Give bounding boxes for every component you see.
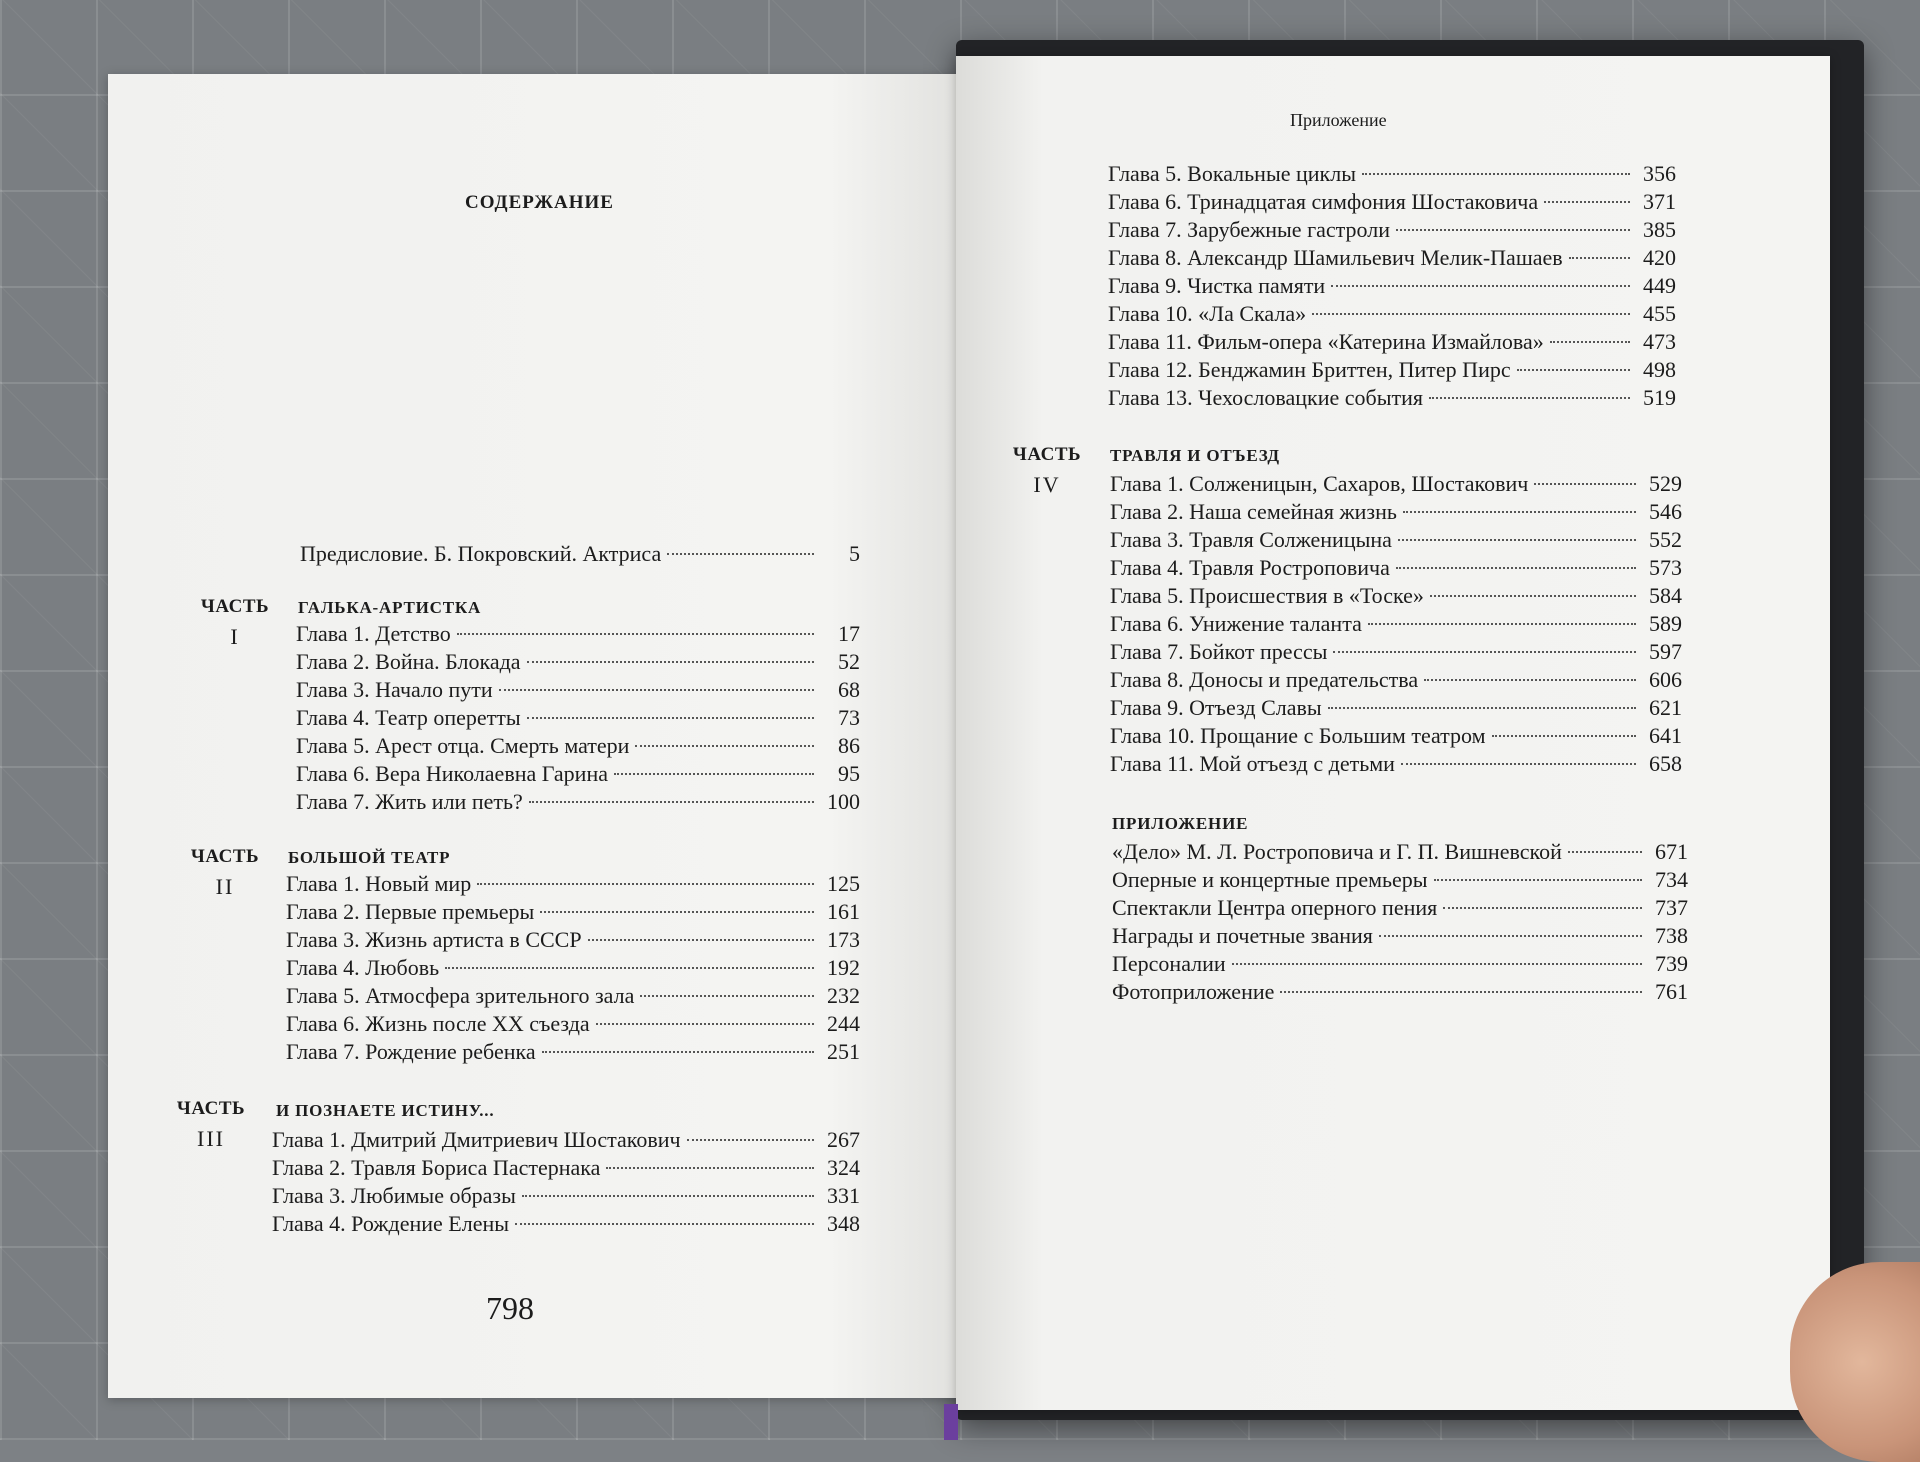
toc-entry[interactable] (296, 760, 860, 788)
entry-page: 17 (838, 621, 860, 646)
entry-page: 52 (838, 649, 860, 674)
toc-entry[interactable] (1110, 694, 1682, 722)
entry-page: 584 (1649, 583, 1682, 608)
part-number: IV (1033, 472, 1061, 497)
dot-leader (1534, 483, 1636, 485)
entry-page: 473 (1643, 329, 1676, 354)
entry-title: Глава 10. Прощание с Большим театром (1110, 723, 1486, 748)
entry-page: 371 (1643, 189, 1676, 214)
entry-page: 606 (1649, 667, 1682, 692)
entry-page: 734 (1655, 867, 1688, 892)
toc-entry[interactable] (286, 898, 860, 926)
toc-entry[interactable] (1108, 328, 1676, 356)
dot-leader (1333, 651, 1636, 653)
toc-entry[interactable] (272, 1154, 860, 1182)
entry-title: Глава 7. Жить или петь? (296, 789, 523, 814)
toc-entry[interactable] (1110, 470, 1682, 498)
part-label-1: ЧАСТЬ I (190, 596, 280, 650)
dot-leader (1280, 991, 1642, 993)
dot-leader (596, 1023, 814, 1025)
entry-title: Глава 7. Зарубежные гастроли (1108, 217, 1390, 242)
part-number: I (230, 624, 240, 649)
toc-entry[interactable] (1108, 300, 1676, 328)
dot-leader (588, 939, 814, 941)
entry-page: 420 (1643, 245, 1676, 270)
toc-list-part-3 (272, 1126, 860, 1238)
entry-page: 739 (1655, 951, 1688, 976)
dot-leader (529, 801, 814, 803)
toc-entry[interactable] (1108, 244, 1676, 272)
dot-leader (1403, 511, 1636, 513)
entry-page: 658 (1649, 751, 1682, 776)
part-label-2: ЧАСТЬ II (180, 846, 270, 900)
dot-leader (1568, 851, 1642, 853)
toc-entry[interactable] (272, 1210, 860, 1238)
part-number: III (197, 1126, 225, 1151)
entry-page: 125 (827, 871, 860, 896)
entry-page: 671 (1655, 839, 1688, 864)
entry-title: Глава 1. Дмитрий Дмитриевич Шостакович (272, 1127, 681, 1152)
entry-page: 192 (827, 955, 860, 980)
part-title-4: ТРАВЛЯ И ОТЪЕЗД (1110, 446, 1280, 465)
toc-entry[interactable] (1112, 950, 1688, 978)
dot-leader (1550, 341, 1630, 343)
toc-entry[interactable] (1108, 216, 1676, 244)
dot-leader (1443, 907, 1642, 909)
toc-list-part-2 (286, 870, 860, 1066)
entry-title: Глава 12. Бенджамин Бриттен, Питер Пирс (1108, 357, 1511, 382)
entry-title: Глава 2. Наша семейная жизнь (1110, 499, 1397, 524)
toc-entry[interactable] (1110, 582, 1682, 610)
entry-page: 449 (1643, 273, 1676, 298)
entry-title: Глава 11. Фильм-опера «Катерина Измайлова» (1108, 329, 1544, 354)
dot-leader (527, 661, 814, 663)
entry-page: 161 (827, 899, 860, 924)
contents-heading: СОДЕРЖАНИЕ (465, 192, 614, 213)
entry-page: 552 (1649, 527, 1682, 552)
toc-entry[interactable] (296, 676, 860, 704)
toc-entry[interactable] (286, 1038, 860, 1066)
entry-title: Предисловие. Б. Покровский. Актриса (300, 541, 662, 566)
entry-page: 5 (849, 541, 860, 566)
entry-page: 348 (827, 1211, 860, 1236)
dot-leader (1368, 623, 1636, 625)
dot-leader (1434, 879, 1642, 881)
dot-leader (1379, 935, 1642, 937)
entry-page: 68 (838, 677, 860, 702)
entry-title: Глава 2. Первые премьеры (286, 899, 535, 924)
entry-page: 73 (838, 705, 860, 730)
dot-leader (640, 995, 814, 997)
dot-leader (1492, 735, 1636, 737)
dot-leader (1396, 567, 1636, 569)
entry-page: 737 (1655, 895, 1688, 920)
toc-entry[interactable] (296, 788, 860, 816)
entry-title: Глава 8. Александр Шамильевич Мелик-Пашаев (1108, 245, 1563, 270)
toc-entry[interactable] (1110, 554, 1682, 582)
dot-leader (1424, 679, 1636, 681)
dot-leader (499, 689, 814, 691)
entry-title: Глава 3. Жизнь артиста в СССР (286, 927, 582, 952)
preface-entry (300, 540, 860, 568)
part-label-4: ЧАСТЬ IV (1002, 444, 1092, 498)
toc-entry[interactable] (286, 870, 860, 898)
dot-leader (1517, 369, 1630, 371)
entry-page: 385 (1643, 217, 1676, 242)
dot-leader (1544, 201, 1630, 203)
toc-entry[interactable] (286, 1010, 860, 1038)
running-head: Приложение (1290, 110, 1387, 130)
entry-page: 100 (827, 789, 860, 814)
entry-title: Фотоприложение (1112, 979, 1275, 1004)
dot-leader (606, 1167, 814, 1169)
entry-page: 546 (1649, 499, 1682, 524)
entry-title: Глава 4. Рождение Елены (272, 1211, 510, 1236)
entry-title: Глава 2. Травля Бориса Пастернака (272, 1155, 601, 1180)
dot-leader (1398, 539, 1636, 541)
entry-title: Глава 3. Травля Солженицына (1110, 527, 1392, 552)
entry-title: Глава 9. Отъезд Славы (1110, 695, 1322, 720)
entry-title: Награды и почетные звания (1112, 923, 1373, 948)
toc-entry[interactable] (1110, 526, 1682, 554)
dot-leader (1396, 229, 1630, 231)
toc-entry[interactable] (1108, 356, 1676, 384)
toc-entry[interactable] (1112, 978, 1688, 1006)
toc-entry[interactable] (1110, 498, 1682, 526)
part-title-2: БОЛЬШОЙ ТЕАТР (288, 848, 451, 867)
toc-list-part-4 (1110, 470, 1682, 778)
dot-leader (1312, 313, 1630, 315)
entry-title: Глава 1. Солженицын, Сахаров, Шостакович (1110, 471, 1529, 496)
toc-entry[interactable] (296, 648, 860, 676)
entry-title: Глава 5. Происшествия в «Тоске» (1110, 583, 1424, 608)
dot-leader (635, 745, 814, 747)
toc-entry[interactable] (272, 1182, 860, 1210)
part-label-3: ЧАСТЬ III (166, 1098, 256, 1152)
dot-leader (515, 1223, 814, 1225)
entry-page: 498 (1643, 357, 1676, 382)
entry-title: Глава 1. Новый мир (286, 871, 472, 896)
toc-entry[interactable] (296, 704, 860, 732)
dot-leader (1430, 595, 1636, 597)
dot-leader (457, 633, 814, 635)
toc-list-appendix (1112, 838, 1688, 1006)
entry-page: 761 (1655, 979, 1688, 1004)
entry-page: 86 (838, 733, 860, 758)
dot-leader (477, 883, 814, 885)
toc-entry[interactable] (1108, 272, 1676, 300)
toc-entry[interactable] (1110, 666, 1682, 694)
toc-entry[interactable] (272, 1126, 860, 1154)
entry-title: Глава 13. Чехословацкие события (1108, 385, 1424, 410)
entry-title: Глава 4. Травля Ростроповича (1110, 555, 1390, 580)
entry-page: 331 (827, 1183, 860, 1208)
entry-page: 455 (1643, 301, 1676, 326)
entry-page: 621 (1649, 695, 1682, 720)
dot-leader (614, 773, 814, 775)
toc-entry[interactable] (1110, 638, 1682, 666)
toc-entry[interactable] (296, 732, 860, 760)
dot-leader (527, 717, 814, 719)
entry-page: 324 (827, 1155, 860, 1180)
entry-title: «Дело» М. Л. Ростроповича и Г. П. Вишневской (1112, 839, 1562, 864)
entry-page: 529 (1649, 471, 1682, 496)
entry-title: Спектакли Центра оперного пения (1112, 895, 1438, 920)
entry-title: Глава 10. «Ла Скала» (1108, 301, 1307, 326)
entry-title: Глава 11. Мой отъезд с детьми (1110, 751, 1395, 776)
toc-entry[interactable] (286, 982, 860, 1010)
entry-page: 641 (1649, 723, 1682, 748)
entry-page: 597 (1649, 639, 1682, 664)
entry-title: Глава 3. Начало пути (296, 677, 493, 702)
dot-leader (667, 553, 814, 555)
entry-title: Глава 3. Любимые образы (272, 1183, 516, 1208)
entry-page: 589 (1649, 611, 1682, 636)
entry-title: Глава 6. Вера Николаевна Гарина (296, 761, 608, 786)
toc-entry[interactable] (1112, 866, 1688, 894)
toc-entry[interactable] (286, 926, 860, 954)
toc-entry[interactable] (1108, 384, 1676, 412)
toc-entry[interactable] (1112, 922, 1688, 950)
dot-leader (1232, 963, 1642, 965)
entry-title: Глава 4. Театр оперетты (296, 705, 521, 730)
dot-leader (445, 967, 814, 969)
entry-title: Персоналии (1112, 951, 1226, 976)
entry-title: Глава 7. Бойкот прессы (1110, 639, 1328, 664)
toc-entry[interactable] (1110, 610, 1682, 638)
toc-entry[interactable] (1110, 750, 1682, 778)
entry-title: Глава 5. Вокальные циклы (1108, 161, 1356, 186)
entry-title: Глава 5. Атмосфера зрительного зала (286, 983, 635, 1008)
toc-entry[interactable] (1108, 160, 1676, 188)
part-title-3: И ПОЗНАЕТЕ ИСТИНУ... (276, 1101, 495, 1120)
bookmark-ribbon (944, 1404, 958, 1440)
entry-title: Оперные и концертные премьеры (1112, 867, 1428, 892)
toc-entry[interactable] (300, 540, 860, 568)
entry-title: Глава 7. Рождение ребенка (286, 1039, 536, 1064)
entry-title: Глава 2. Война. Блокада (296, 649, 521, 674)
entry-page: 573 (1649, 555, 1682, 580)
entry-title: Глава 1. Детство (296, 621, 451, 646)
dot-leader (1328, 707, 1636, 709)
appendix-title: ПРИЛОЖЕНИЕ (1112, 814, 1249, 833)
dot-leader (522, 1195, 814, 1197)
toc-entry[interactable] (286, 954, 860, 982)
part-title-1: ГАЛЬКА-АРТИСТКА (298, 598, 482, 617)
entry-page: 251 (827, 1039, 860, 1064)
toc-list-part-3-continued (1108, 160, 1676, 412)
entry-title: Глава 6. Тринадцатая симфония Шостаковича (1108, 189, 1539, 214)
dot-leader (1331, 285, 1630, 287)
entry-page: 738 (1655, 923, 1688, 948)
dot-leader (1362, 173, 1630, 175)
entry-page: 232 (827, 983, 860, 1008)
entry-title: Глава 8. Доносы и предательства (1110, 667, 1419, 692)
toc-entry[interactable] (1110, 722, 1682, 750)
toc-list-part-1 (296, 620, 860, 816)
toc-entry[interactable] (1112, 838, 1688, 866)
toc-entry[interactable] (1108, 188, 1676, 216)
dot-leader (687, 1139, 814, 1141)
entry-page: 173 (827, 927, 860, 952)
entry-title: Глава 9. Чистка памяти (1108, 273, 1326, 298)
entry-page: 356 (1643, 161, 1676, 186)
entry-page: 267 (827, 1127, 860, 1152)
dot-leader (542, 1051, 814, 1053)
dot-leader (1401, 763, 1636, 765)
page-number: 798 (486, 1290, 534, 1326)
entry-title: Глава 5. Арест отца. Смерть матери (296, 733, 630, 758)
entry-page: 95 (838, 761, 860, 786)
dot-leader (1429, 397, 1630, 399)
toc-entry[interactable] (1112, 894, 1688, 922)
entry-page: 244 (827, 1011, 860, 1036)
entry-page: 519 (1643, 385, 1676, 410)
entry-title: Глава 4. Любовь (286, 955, 440, 980)
entry-title: Глава 6. Жизнь после XX съезда (286, 1011, 590, 1036)
dot-leader (1569, 257, 1630, 259)
part-number: II (215, 874, 235, 899)
entry-title: Глава 6. Унижение таланта (1110, 611, 1362, 636)
dot-leader (540, 911, 814, 913)
toc-entry[interactable] (296, 620, 860, 648)
